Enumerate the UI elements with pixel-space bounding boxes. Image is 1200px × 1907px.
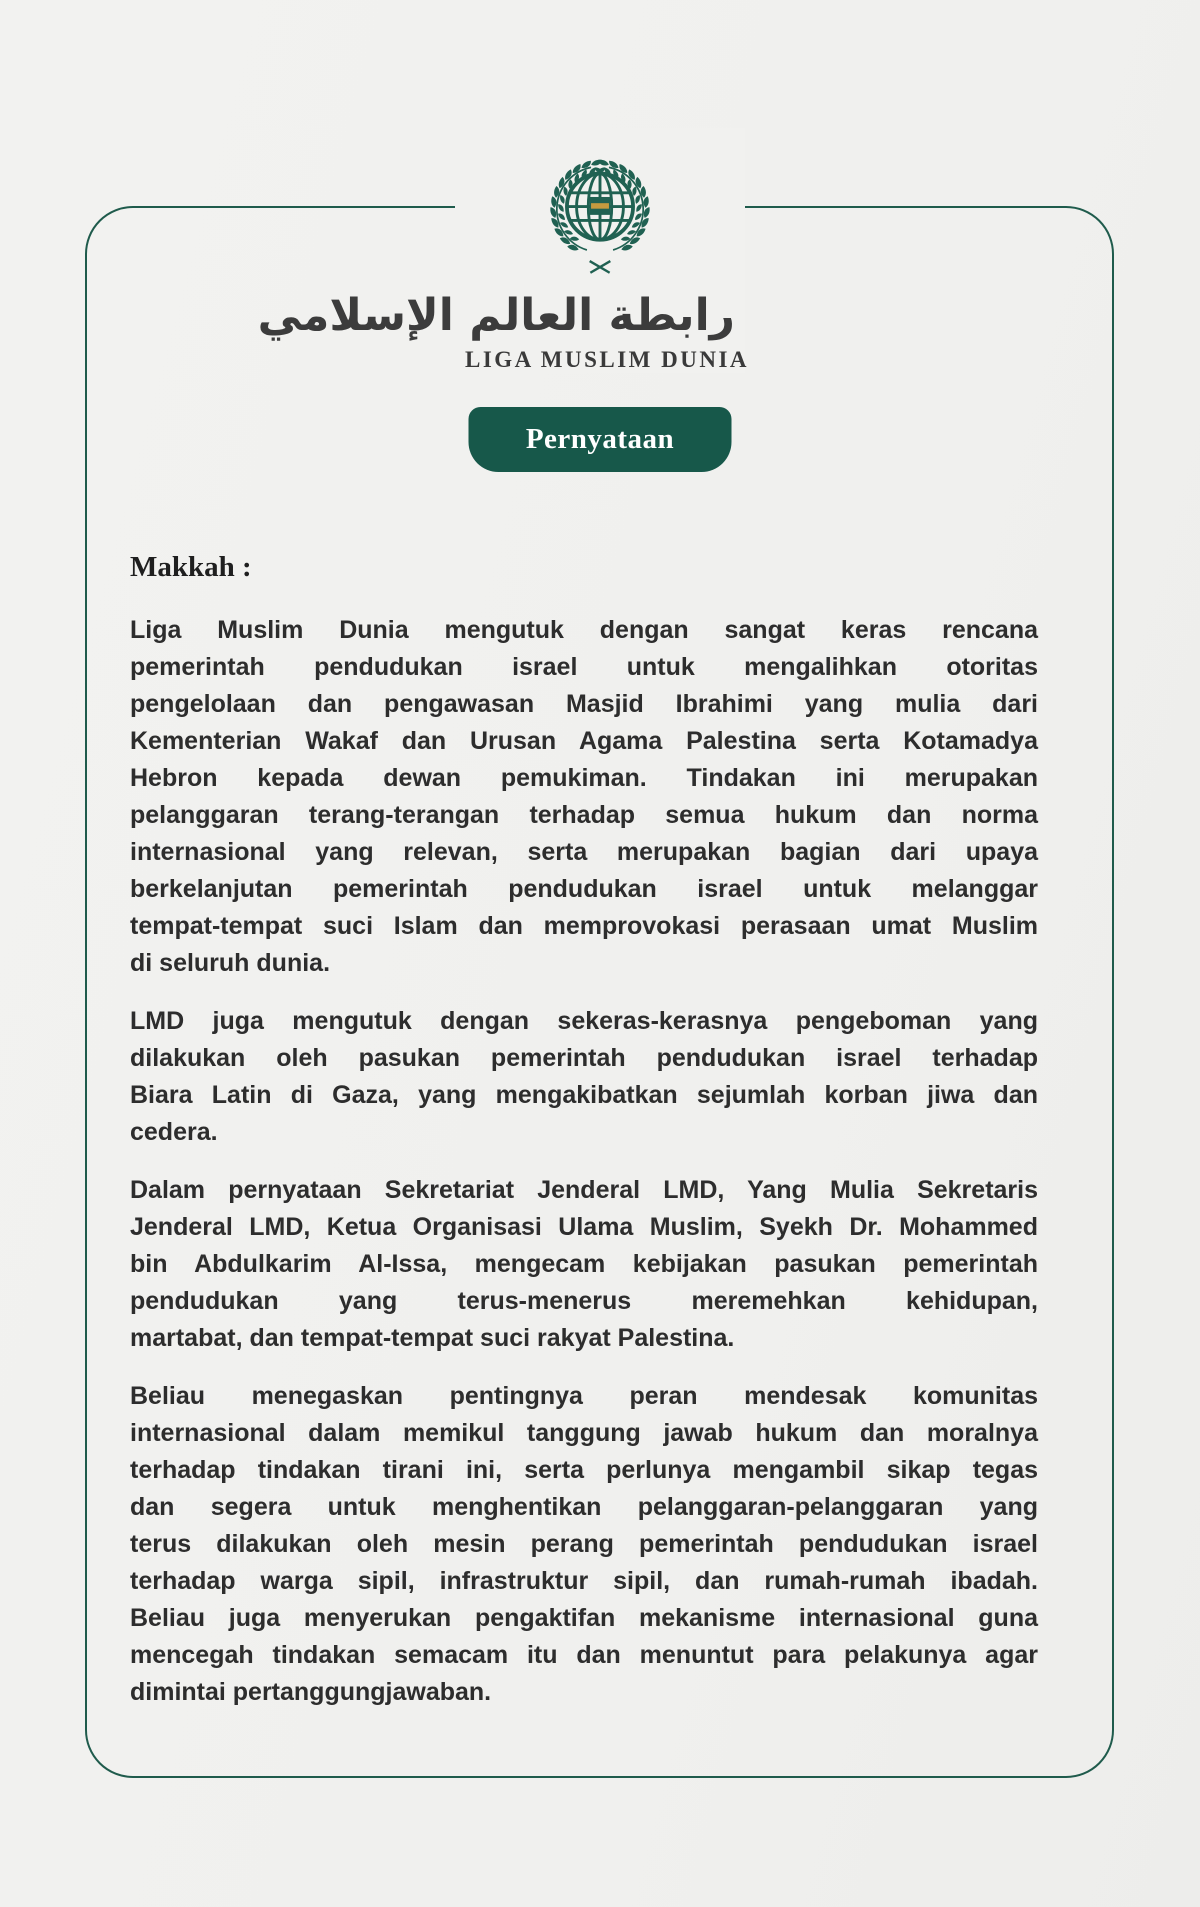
statement-type-badge	[469, 407, 732, 472]
text-line: mencegah tindakan semacam itu dan menuntut para pelakunya agar	[130, 1641, 1038, 1669]
text-line: terus dilakukan oleh mesin perang pemerintah pendudukan israel	[130, 1530, 1038, 1558]
kaaba-gold-band	[591, 203, 609, 209]
paragraph-1	[130, 612, 1038, 982]
paragraph-2	[130, 1003, 1038, 1151]
dateline: Makkah :	[130, 551, 252, 583]
text-line: di seluruh dunia.	[130, 949, 331, 977]
text-line: Hebron kepada dewan pemukiman. Tindakan ini merupakan	[130, 764, 1038, 792]
text-line: pemerintah pendudukan israel untuk mengalihkan otoritas	[130, 653, 1038, 681]
text-line: martabat, dan tempat-tempat suci rakyat Palestina.	[130, 1324, 735, 1352]
text-line: pendudukan yang terus-menerus meremehkan kehidupan,	[130, 1287, 1038, 1315]
statement-type-badge-label: Pernyataan	[525, 423, 675, 455]
text-line: bin Abdulkarim Al-Issa, mengecam kebijakan pasukan pemerintah	[130, 1250, 1038, 1278]
laurel-wreath-globe-icon	[531, 146, 669, 281]
text-line: dimintai pertanggungjawaban.	[130, 1678, 492, 1706]
text-line: Beliau juga menyerukan pengaktifan mekanisme internasional guna	[130, 1604, 1038, 1632]
wreath-cross-stems	[590, 261, 611, 273]
text-line: dilakukan oleh pasukan pemerintah pendudukan israel terhadap	[130, 1044, 1038, 1072]
text-line: tempat-tempat suci Islam dan memprovokasi perasaan umat Muslim	[130, 912, 1038, 940]
text-line: Kementerian Wakaf dan Urusan Agama Palestina serta Kotamadya	[130, 727, 1038, 755]
statement-body	[130, 548, 1038, 1732]
text-line: Beliau menegaskan pentingnya peran mendesak komunitas	[130, 1382, 1038, 1410]
paragraph-3	[130, 1172, 1038, 1357]
text-line: internasional yang relevan, serta merupakan bagian dari upaya	[130, 838, 1038, 866]
text-line: Biara Latin di Gaza, yang mengakibatkan sejumlah korban jiwa dan	[130, 1081, 1038, 1109]
text-line: internasional dalam memikul tanggung jawab hukum dan moralnya	[130, 1419, 1038, 1447]
text-line: pengelolaan dan pengawasan Masjid Ibrahimi yang mulia dari	[130, 690, 1038, 718]
text-line: LMD juga mengutuk dengan sekeras-kerasnya pengeboman yang	[130, 1007, 1038, 1035]
text-line: Liga Muslim Dunia mengutuk dengan sangat keras rencana	[130, 616, 1038, 644]
text-line: terhadap tindakan tirani ini, serta perlunya mengambil sikap tegas	[130, 1456, 1038, 1484]
text-line: pelanggaran terang-terangan terhadap semua hukum dan norma	[130, 801, 1038, 829]
text-line: cedera.	[130, 1118, 218, 1146]
logo-block	[257, 128, 750, 373]
text-line: terhadap warga sipil, infrastruktur sipil, dan rumah-rumah ibadah.	[130, 1567, 1038, 1595]
text-line: Jenderal LMD, Ketua Organisasi Ulama Muslim, Syekh Dr. Mohammed	[130, 1213, 1038, 1241]
paragraph-4	[130, 1378, 1038, 1711]
org-name-latin: LIGA MUSLIM DUNIA	[465, 347, 750, 372]
text-line: berkelanjutan pemerintah pendudukan israel untuk melanggar	[130, 875, 1038, 903]
text-line: dan segera untuk menghentikan pelanggaran-pelanggaran yang	[130, 1493, 1038, 1521]
text-line: Dalam pernyataan Sekretariat Jenderal LMD, Yang Mulia Sekretaris	[130, 1176, 1038, 1204]
org-name-arabic: رابطة العالم الإسلامي	[257, 290, 735, 341]
